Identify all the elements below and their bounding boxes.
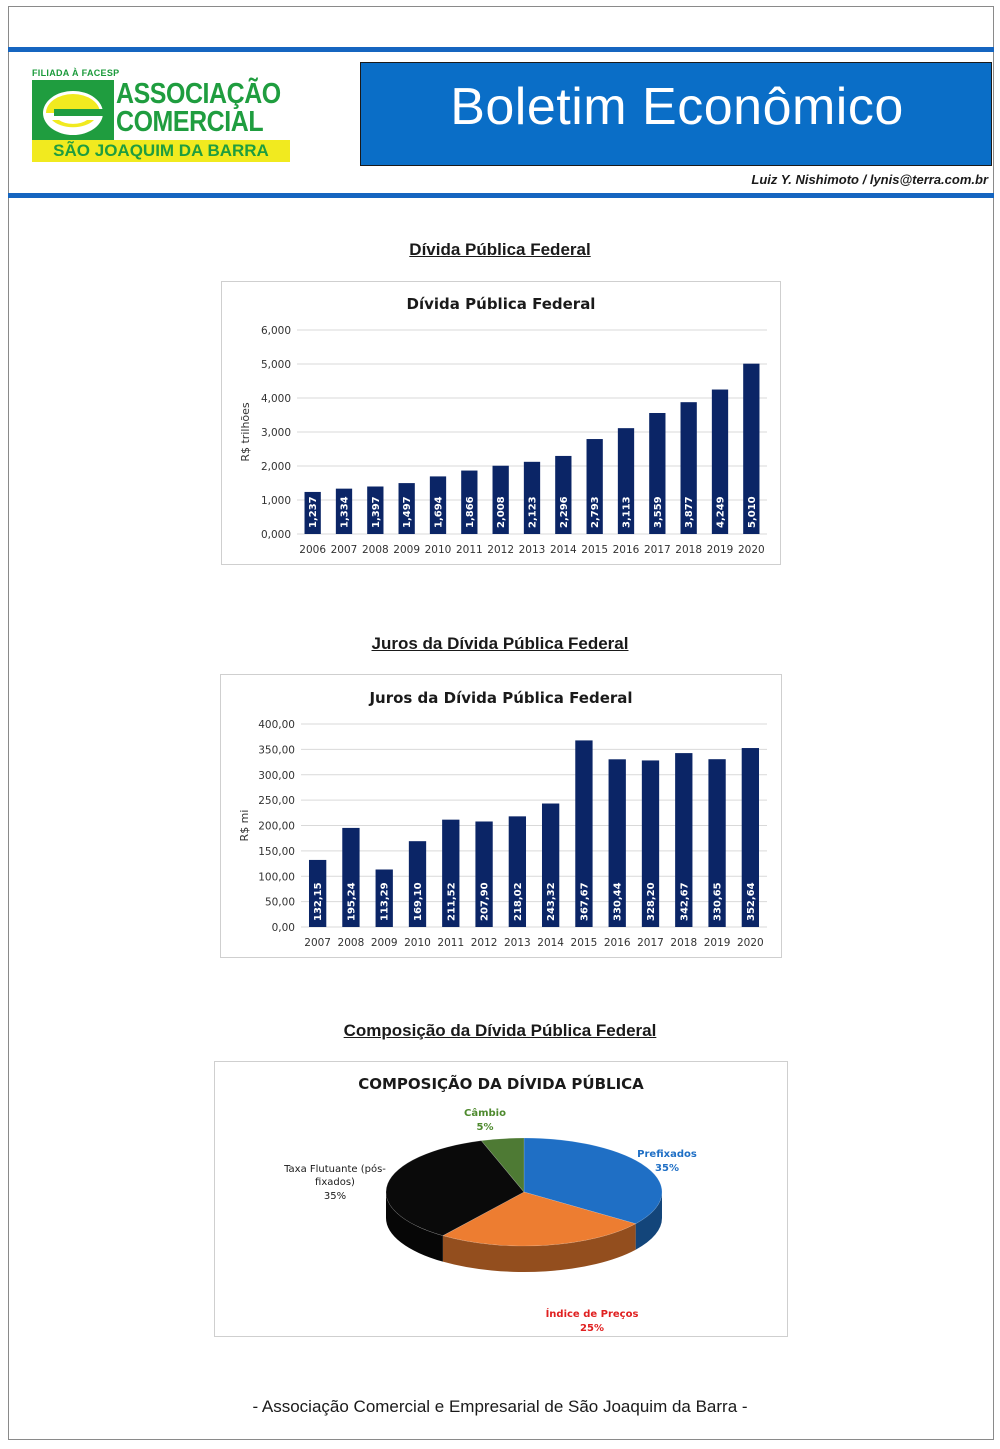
interest-chart-xtick-label: 2007: [304, 937, 332, 949]
debt-chart-ytick-label: 5,000: [260, 359, 291, 371]
debt-chart-data-label: 5,010: [746, 496, 758, 528]
interest-chart-ytick-label: 400,00: [258, 719, 295, 731]
debt-chart-data-label: 3,877: [684, 496, 696, 528]
interest-chart-xtick-label: 2019: [703, 937, 731, 949]
interest-chart-ytick-label: 50,00: [264, 896, 295, 909]
debt-chart-xtick-label: 2008: [361, 544, 389, 556]
debt-chart-xtick-label: 2009: [393, 544, 421, 556]
composition-slice-label: Câmbio: [464, 1108, 506, 1119]
logo-city: SÃO JOAQUIM DA BARRA: [53, 141, 269, 160]
top-rule: [8, 47, 994, 52]
debt-chart-xtick-label: 2018: [675, 544, 703, 556]
section-heading-debt-text: Dívida Pública Federal: [409, 240, 591, 259]
composition-slice-label: Prefixados: [637, 1149, 697, 1160]
interest-chart-data-label: 207,90: [479, 882, 491, 921]
debt-chart-xtick-label: 2016: [612, 544, 640, 556]
debt-chart-xtick-label: 2010: [424, 544, 452, 556]
author-credit: Luiz Y. Nishimoto / lynis@terra.com.br: [751, 172, 988, 187]
interest-chart-xtick-label: 2015: [570, 937, 598, 949]
composition-chart-svg: [215, 1062, 787, 1336]
section-heading-debt: [0, 240, 1000, 260]
interest-chart-ytick-label: 200,00: [258, 820, 295, 833]
debt-chart-title: Dívida Pública Federal: [406, 295, 596, 313]
debt-chart-data-label: 1,334: [339, 496, 351, 528]
debt-chart-ytick-label: 4,000: [260, 393, 291, 405]
debt-chart-ylabel: R$ trilhões: [239, 402, 252, 462]
section-heading-interest: [0, 634, 1000, 654]
section-heading-interest-text: Juros da Dívida Pública Federal: [371, 634, 629, 653]
interest-chart-data-label: 330,44: [612, 882, 624, 921]
logo-city-bar: [32, 140, 290, 162]
page-title: Boletim Econômico: [450, 78, 904, 136]
interest-chart-xtick-label: 2020: [736, 937, 764, 949]
debt-chart-data-label: 2,008: [496, 496, 508, 528]
debt-chart-xtick-label: 2019: [706, 544, 734, 556]
composition-slice-value: 35%: [655, 1163, 679, 1174]
composition-slice-value: 35%: [323, 1191, 347, 1202]
debt-chart-data-label: 3,559: [652, 496, 664, 528]
debt-chart-xtick-label: 2014: [549, 544, 577, 556]
debt-chart-xtick-label: 2011: [455, 544, 483, 556]
interest-chart-ytick-label: 250,00: [258, 795, 295, 808]
logo-tagline: FILIADA À FACESP: [32, 68, 120, 78]
interest-chart-data-label: 342,67: [679, 882, 691, 921]
debt-chart-data-label: 2,296: [558, 496, 570, 528]
debt-chart-xtick-label: 2020: [737, 544, 765, 556]
debt-chart-ytick-label: 6,000: [260, 325, 291, 337]
debt-chart-data-label: 4,249: [715, 496, 727, 528]
composition-slice-value: 25%: [580, 1323, 604, 1334]
interest-chart-data-label: 169,10: [413, 882, 424, 921]
debt-chart-data-label: 2,123: [527, 496, 539, 528]
interest-chart-data-label: 132,15: [313, 882, 325, 921]
interest-chart-xtick-label: 2016: [603, 937, 631, 949]
interest-chart-data-label: 243,32: [546, 882, 558, 921]
debt-chart-data-label: 1,237: [308, 496, 320, 528]
debt-chart-data-label: 1,497: [402, 496, 414, 528]
interest-chart-data-label: 113,29: [379, 882, 391, 921]
interest-chart-data-label: 330,65: [712, 882, 724, 921]
interest-chart-xtick-label: 2017: [637, 937, 664, 949]
interest-chart-xtick-label: 2010: [404, 937, 431, 949]
debt-chart-data-label: 1,866: [464, 496, 476, 528]
interest-chart-xtick-label: 2018: [670, 937, 698, 949]
interest-chart-xtick-label: 2011: [437, 937, 465, 949]
interest-chart-xtick-label: 2013: [503, 937, 531, 949]
association-logo: [30, 68, 292, 164]
composition-chart-title: COMPOSIÇÃO DA DÍVIDA PÚBLICA: [358, 1075, 644, 1093]
interest-chart-svg: [221, 675, 781, 957]
debt-chart-xtick-label: 2012: [487, 544, 515, 556]
composition-slice-label: Índice de Preços: [545, 1309, 639, 1320]
debt-chart: [221, 281, 781, 565]
debt-chart-ytick-label: 3,000: [260, 427, 291, 439]
composition-slice-value: 5%: [476, 1122, 494, 1133]
interest-chart-data-label: 195,24: [346, 882, 358, 921]
interest-chart-xtick-label: 2014: [537, 937, 565, 949]
section-heading-composition-text: Composição da Dívida Pública Federal: [343, 1021, 657, 1040]
interest-chart-title: Juros da Dívida Pública Federal: [369, 689, 633, 707]
title-banner: [360, 62, 992, 166]
interest-chart-data-label: 367,67: [579, 882, 591, 921]
debt-chart-ytick-label: 2,000: [260, 461, 291, 473]
debt-chart-xtick-label: 2017: [643, 544, 671, 556]
interest-chart-data-label: 218,02: [512, 882, 524, 921]
debt-chart-svg: [222, 282, 780, 564]
debt-chart-ytick-label: 0,000: [260, 529, 291, 541]
interest-chart-ytick-label: 0,00: [271, 922, 295, 934]
composition-chart: [214, 1061, 788, 1337]
debt-chart-data-label: 1,397: [370, 496, 382, 528]
debt-chart-ytick-label: 1,000: [260, 495, 291, 507]
interest-chart-xtick-label: 2009: [370, 937, 398, 949]
composition-slice-label-line: fixados): [315, 1177, 355, 1188]
debt-chart-xtick-label: 2015: [581, 544, 609, 556]
debt-chart-xtick-label: 2007: [330, 544, 358, 556]
interest-chart-ylabel: R$ mi: [238, 809, 251, 842]
debt-chart-xtick-label: 2006: [299, 544, 327, 556]
section-heading-composition: [0, 1021, 1000, 1041]
logo-line-2: COMERCIAL: [116, 106, 264, 138]
interest-chart-ytick-label: 150,00: [258, 845, 295, 858]
interest-chart-data-label: 352,64: [745, 882, 757, 921]
logo-emblem-icon: [32, 80, 114, 146]
footer-text: - Associação Comercial e Empresarial de São Joaquim da Barra -: [252, 1397, 748, 1416]
header-bottom-rule: [8, 193, 994, 198]
interest-chart-data-label: 328,20: [646, 882, 657, 921]
debt-chart-xtick-label: 2013: [518, 544, 546, 556]
interest-chart-data-label: 211,52: [446, 882, 458, 921]
interest-chart-ytick-label: 350,00: [258, 744, 295, 757]
composition-slice-label-line: Taxa Flutuante (pós-: [284, 1164, 386, 1175]
interest-chart-xtick-label: 2008: [337, 937, 365, 949]
debt-chart-data-label: 2,793: [590, 496, 602, 528]
debt-chart-data-label: 3,113: [621, 496, 633, 528]
interest-chart-ytick-label: 100,00: [258, 871, 295, 884]
interest-chart-ytick-label: 300,00: [258, 769, 295, 782]
debt-chart-data-label: 1,694: [433, 496, 445, 528]
logo-line-1: ASSOCIAÇÃO: [116, 78, 281, 110]
interest-chart-xtick-label: 2012: [470, 937, 498, 949]
interest-chart: [220, 674, 782, 958]
